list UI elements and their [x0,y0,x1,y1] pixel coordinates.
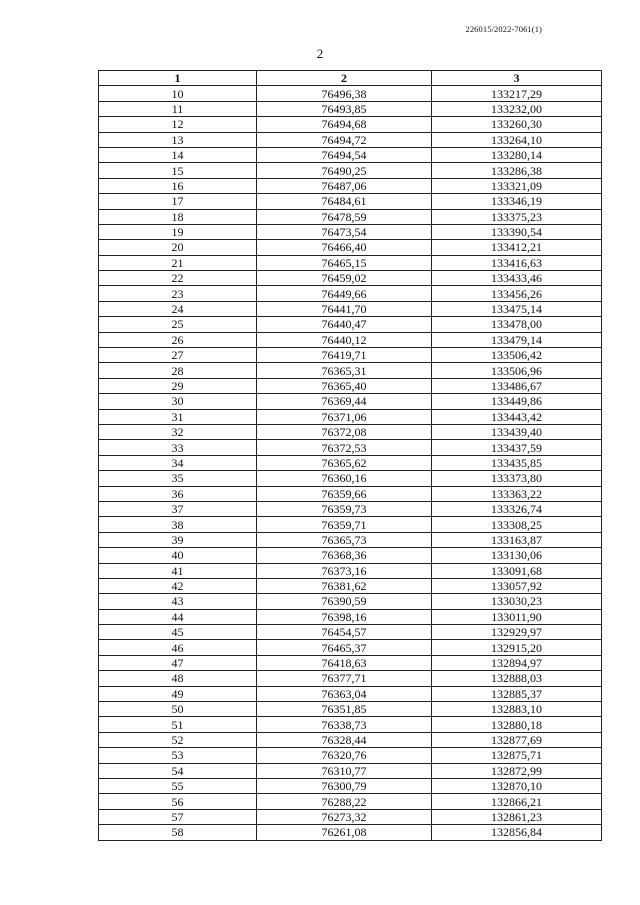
point-number-cell: 52 [99,732,257,747]
y-coordinate-cell: 133390,54 [432,224,602,239]
point-number-cell: 20 [99,240,257,255]
table-row [99,563,602,578]
table-row [99,578,602,593]
x-coordinate-cell: 76465,37 [257,640,432,655]
y-coordinate-cell: 132870,10 [432,778,602,793]
column-header-2: 2 [257,71,432,86]
point-number-cell: 26 [99,332,257,347]
y-coordinate-cell: 133030,23 [432,594,602,609]
table-row [99,209,602,224]
point-number-cell: 22 [99,271,257,286]
x-coordinate-cell: 76365,40 [257,378,432,393]
x-coordinate-cell: 76418,63 [257,655,432,670]
column-header-1: 1 [99,71,257,86]
point-number-cell: 11 [99,101,257,116]
column-header-3: 3 [432,71,602,86]
table-row [99,486,602,501]
point-number-cell: 51 [99,717,257,732]
point-number-cell: 48 [99,671,257,686]
point-number-cell: 37 [99,501,257,516]
x-coordinate-cell: 76494,72 [257,132,432,147]
point-number-cell: 57 [99,809,257,824]
x-coordinate-cell: 76441,70 [257,301,432,316]
y-coordinate-cell: 133280,14 [432,147,602,162]
point-number-cell: 41 [99,563,257,578]
y-coordinate-cell: 133506,96 [432,363,602,378]
table-row [99,224,602,239]
x-coordinate-cell: 76459,02 [257,271,432,286]
table-row [99,147,602,162]
table-row [99,471,602,486]
document-reference: 226015/2022-7061(1) [465,24,542,34]
y-coordinate-cell: 132872,99 [432,763,602,778]
y-coordinate-cell: 132880,18 [432,717,602,732]
table-row [99,609,602,624]
table-row [99,194,602,209]
point-number-cell: 23 [99,286,257,301]
x-coordinate-cell: 76359,73 [257,501,432,516]
table-row [99,748,602,763]
x-coordinate-cell: 76360,16 [257,471,432,486]
point-number-cell: 54 [99,763,257,778]
y-coordinate-cell: 133373,80 [432,471,602,486]
x-coordinate-cell: 76478,59 [257,209,432,224]
table-header [99,71,602,86]
point-number-cell: 35 [99,471,257,486]
point-number-cell: 17 [99,194,257,209]
point-number-cell: 30 [99,394,257,409]
page-number: 2 [316,46,324,61]
point-number-cell: 24 [99,301,257,316]
table-row [99,532,602,547]
x-coordinate-cell: 76351,85 [257,702,432,717]
point-number-cell: 55 [99,778,257,793]
table-row [99,501,602,516]
x-coordinate-cell: 76473,54 [257,224,432,239]
point-number-cell: 53 [99,748,257,763]
table-row [99,394,602,409]
x-coordinate-cell: 76288,22 [257,794,432,809]
table-row [99,363,602,378]
point-number-cell: 42 [99,578,257,593]
y-coordinate-cell: 133479,14 [432,332,602,347]
point-number-cell: 10 [99,86,257,101]
x-coordinate-cell: 76390,59 [257,594,432,609]
y-coordinate-cell: 133486,67 [432,378,602,393]
x-coordinate-cell: 76440,12 [257,332,432,347]
y-coordinate-cell: 132885,37 [432,686,602,701]
table-row [99,455,602,470]
point-number-cell: 16 [99,178,257,193]
y-coordinate-cell: 132883,10 [432,702,602,717]
y-coordinate-cell: 133506,42 [432,348,602,363]
y-coordinate-cell: 132888,03 [432,671,602,686]
x-coordinate-cell: 76372,53 [257,440,432,455]
y-coordinate-cell: 133264,10 [432,132,602,147]
y-coordinate-cell: 132929,97 [432,625,602,640]
table-body [99,86,602,840]
point-number-cell: 49 [99,686,257,701]
y-coordinate-cell: 133326,74 [432,501,602,516]
table-row [99,424,602,439]
point-number-cell: 32 [99,424,257,439]
point-number-cell: 27 [99,348,257,363]
y-coordinate-cell: 132856,84 [432,825,602,840]
point-number-cell: 28 [99,363,257,378]
point-number-cell: 46 [99,640,257,655]
x-coordinate-cell: 76465,15 [257,255,432,270]
point-number-cell: 36 [99,486,257,501]
table-row [99,255,602,270]
x-coordinate-cell: 76377,71 [257,671,432,686]
x-coordinate-cell: 76365,73 [257,532,432,547]
y-coordinate-cell: 133260,30 [432,117,602,132]
x-coordinate-cell: 76300,79 [257,778,432,793]
x-coordinate-cell: 76365,62 [257,455,432,470]
table-row [99,809,602,824]
y-coordinate-cell: 132875,71 [432,748,602,763]
point-number-cell: 34 [99,455,257,470]
x-coordinate-cell: 76419,71 [257,348,432,363]
x-coordinate-cell: 76359,71 [257,517,432,532]
y-coordinate-cell: 133057,92 [432,578,602,593]
y-coordinate-cell: 133375,23 [432,209,602,224]
point-number-cell: 13 [99,132,257,147]
x-coordinate-cell: 76368,36 [257,548,432,563]
point-number-cell: 29 [99,378,257,393]
table-row [99,640,602,655]
y-coordinate-cell: 133439,40 [432,424,602,439]
point-number-cell: 40 [99,548,257,563]
table-row [99,594,602,609]
x-coordinate-cell: 76466,40 [257,240,432,255]
table-row [99,778,602,793]
table-row [99,240,602,255]
y-coordinate-cell: 133478,00 [432,317,602,332]
x-coordinate-cell: 76484,61 [257,194,432,209]
table-row [99,332,602,347]
x-coordinate-cell: 76372,08 [257,424,432,439]
coordinates-table [98,70,602,841]
x-coordinate-cell: 76338,73 [257,717,432,732]
point-number-cell: 47 [99,655,257,670]
point-number-cell: 12 [99,117,257,132]
table-row [99,378,602,393]
point-number-cell: 45 [99,625,257,640]
y-coordinate-cell: 133011,90 [432,609,602,624]
x-coordinate-cell: 76487,06 [257,178,432,193]
x-coordinate-cell: 76273,32 [257,809,432,824]
table-row [99,732,602,747]
table-row [99,86,602,101]
table-row [99,317,602,332]
table-row [99,286,602,301]
point-number-cell: 21 [99,255,257,270]
x-coordinate-cell: 76371,06 [257,409,432,424]
table-row [99,717,602,732]
y-coordinate-cell: 133416,63 [432,255,602,270]
table-row [99,625,602,640]
y-coordinate-cell: 133163,87 [432,532,602,547]
table-row [99,101,602,116]
point-number-cell: 19 [99,224,257,239]
y-coordinate-cell: 132866,21 [432,794,602,809]
y-coordinate-cell: 132915,20 [432,640,602,655]
y-coordinate-cell: 132861,23 [432,809,602,824]
point-number-cell: 18 [99,209,257,224]
y-coordinate-cell: 133346,19 [432,194,602,209]
y-coordinate-cell: 133412,21 [432,240,602,255]
y-coordinate-cell: 133363,22 [432,486,602,501]
y-coordinate-cell: 133435,85 [432,455,602,470]
x-coordinate-cell: 76373,16 [257,563,432,578]
x-coordinate-cell: 76454,57 [257,625,432,640]
x-coordinate-cell: 76493,85 [257,101,432,116]
table-row [99,163,602,178]
y-coordinate-cell: 133217,29 [432,86,602,101]
y-coordinate-cell: 133091,68 [432,563,602,578]
point-number-cell: 14 [99,147,257,162]
table-row [99,132,602,147]
y-coordinate-cell: 133433,46 [432,271,602,286]
point-number-cell: 15 [99,163,257,178]
x-coordinate-cell: 76490,25 [257,163,432,178]
y-coordinate-cell: 133437,59 [432,440,602,455]
x-coordinate-cell: 76381,62 [257,578,432,593]
x-coordinate-cell: 76440,47 [257,317,432,332]
table-row [99,440,602,455]
x-coordinate-cell: 76320,76 [257,748,432,763]
table-row [99,763,602,778]
y-coordinate-cell: 132877,69 [432,732,602,747]
point-number-cell: 39 [99,532,257,547]
x-coordinate-cell: 76261,08 [257,825,432,840]
y-coordinate-cell: 133475,14 [432,301,602,316]
y-coordinate-cell: 133130,06 [432,548,602,563]
table-row [99,178,602,193]
table-row [99,117,602,132]
table-row [99,655,602,670]
y-coordinate-cell: 132894,97 [432,655,602,670]
point-number-cell: 25 [99,317,257,332]
y-coordinate-cell: 133232,00 [432,101,602,116]
table-row [99,702,602,717]
table-row [99,301,602,316]
x-coordinate-cell: 76369,44 [257,394,432,409]
x-coordinate-cell: 76310,77 [257,763,432,778]
x-coordinate-cell: 76363,04 [257,686,432,701]
table-row [99,409,602,424]
point-number-cell: 44 [99,609,257,624]
x-coordinate-cell: 76365,31 [257,363,432,378]
point-number-cell: 33 [99,440,257,455]
point-number-cell: 31 [99,409,257,424]
point-number-cell: 43 [99,594,257,609]
table-row [99,686,602,701]
y-coordinate-cell: 133456,26 [432,286,602,301]
table-row [99,671,602,686]
y-coordinate-cell: 133321,09 [432,178,602,193]
x-coordinate-cell: 76496,38 [257,86,432,101]
x-coordinate-cell: 76494,54 [257,147,432,162]
x-coordinate-cell: 76494,68 [257,117,432,132]
table-row [99,517,602,532]
point-number-cell: 56 [99,794,257,809]
table-row [99,548,602,563]
x-coordinate-cell: 76359,66 [257,486,432,501]
header-row [99,71,602,86]
point-number-cell: 38 [99,517,257,532]
table-row [99,825,602,840]
table-row [99,271,602,286]
x-coordinate-cell: 76449,66 [257,286,432,301]
point-number-cell: 50 [99,702,257,717]
table-row [99,794,602,809]
y-coordinate-cell: 133286,38 [432,163,602,178]
point-number-cell: 58 [99,825,257,840]
y-coordinate-cell: 133308,25 [432,517,602,532]
y-coordinate-cell: 133443,42 [432,409,602,424]
y-coordinate-cell: 133449,86 [432,394,602,409]
x-coordinate-cell: 76328,44 [257,732,432,747]
table-row [99,348,602,363]
x-coordinate-cell: 76398,16 [257,609,432,624]
